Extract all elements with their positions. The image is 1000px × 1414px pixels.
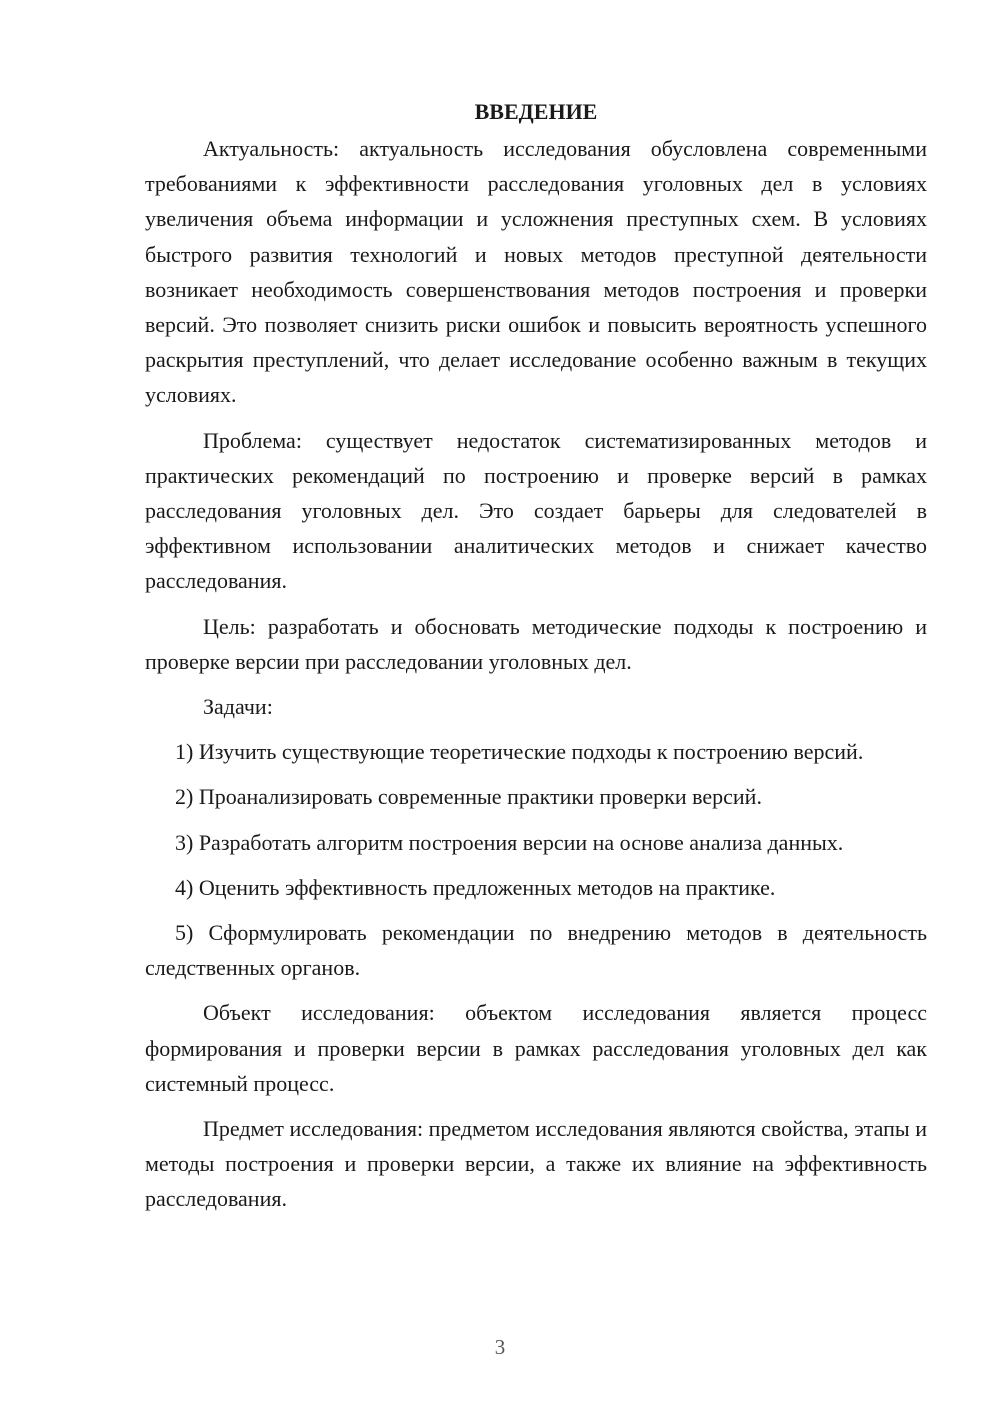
paragraph-subject: Предмет исследования: предметом исследования являются свойства, этапы и методы построения и проверки версии, а также их влияние на эффективность расследования. [145,1116,927,1212]
task-item-1: 1) Изучить существующие теоретические подходы к построению версий. [175,739,864,765]
paragraph-object: Объект исследования: объектом исследования является процесс формирования и проверки версии в рамках расследования уголовных дел как системный процесс. [145,1000,927,1096]
task-item-4: 4) Оценить эффективность предложенных методов на практике. [175,874,776,900]
task-item-3: 3) Разработать алгоритм построения версии на основе анализа данных. [175,829,844,855]
paragraph-goal: Цель: разработать и обосновать методические подходы к построению и проверке версии при расследовании уголовных дел. [145,613,927,674]
section-title: ВВЕДЕНИЕ [474,99,598,124]
task-item-5: 5) Сформулировать рекомендации по внедрению методов в деятельность следственных органов. [145,920,927,981]
page-number: 3 [494,1335,506,1359]
paragraph-problem: Проблема: существует недостаток систематизированных методов и практических рекомендаций по построению и проверке версий в рамках расследования уголовных дел. Это создает барьеры для следователей в эффективном использовании аналитических методов и снижает качество расследования. [145,427,927,594]
document-page [145,94,927,1227]
tasks-heading: Задачи: [203,694,273,720]
paragraph-relevance: Актуальность: актуальность исследования обусловлена современными требованиями к эффективности расследования уголовных дел в условиях увеличения объема информации и усложнения преступных схем. В условиях быстрого развития технологий и новых методов преступной деятельности возникает необходимость совершенствования методов построения и проверки версий. Это позволяет снизить риски ошибок и повысить вероятность успешного раскрытия преступлений, что делает исследование особенно важным в текущих условиях. [145,136,927,408]
task-item-2: 2) Проанализировать современные практики проверки версий. [175,784,762,810]
